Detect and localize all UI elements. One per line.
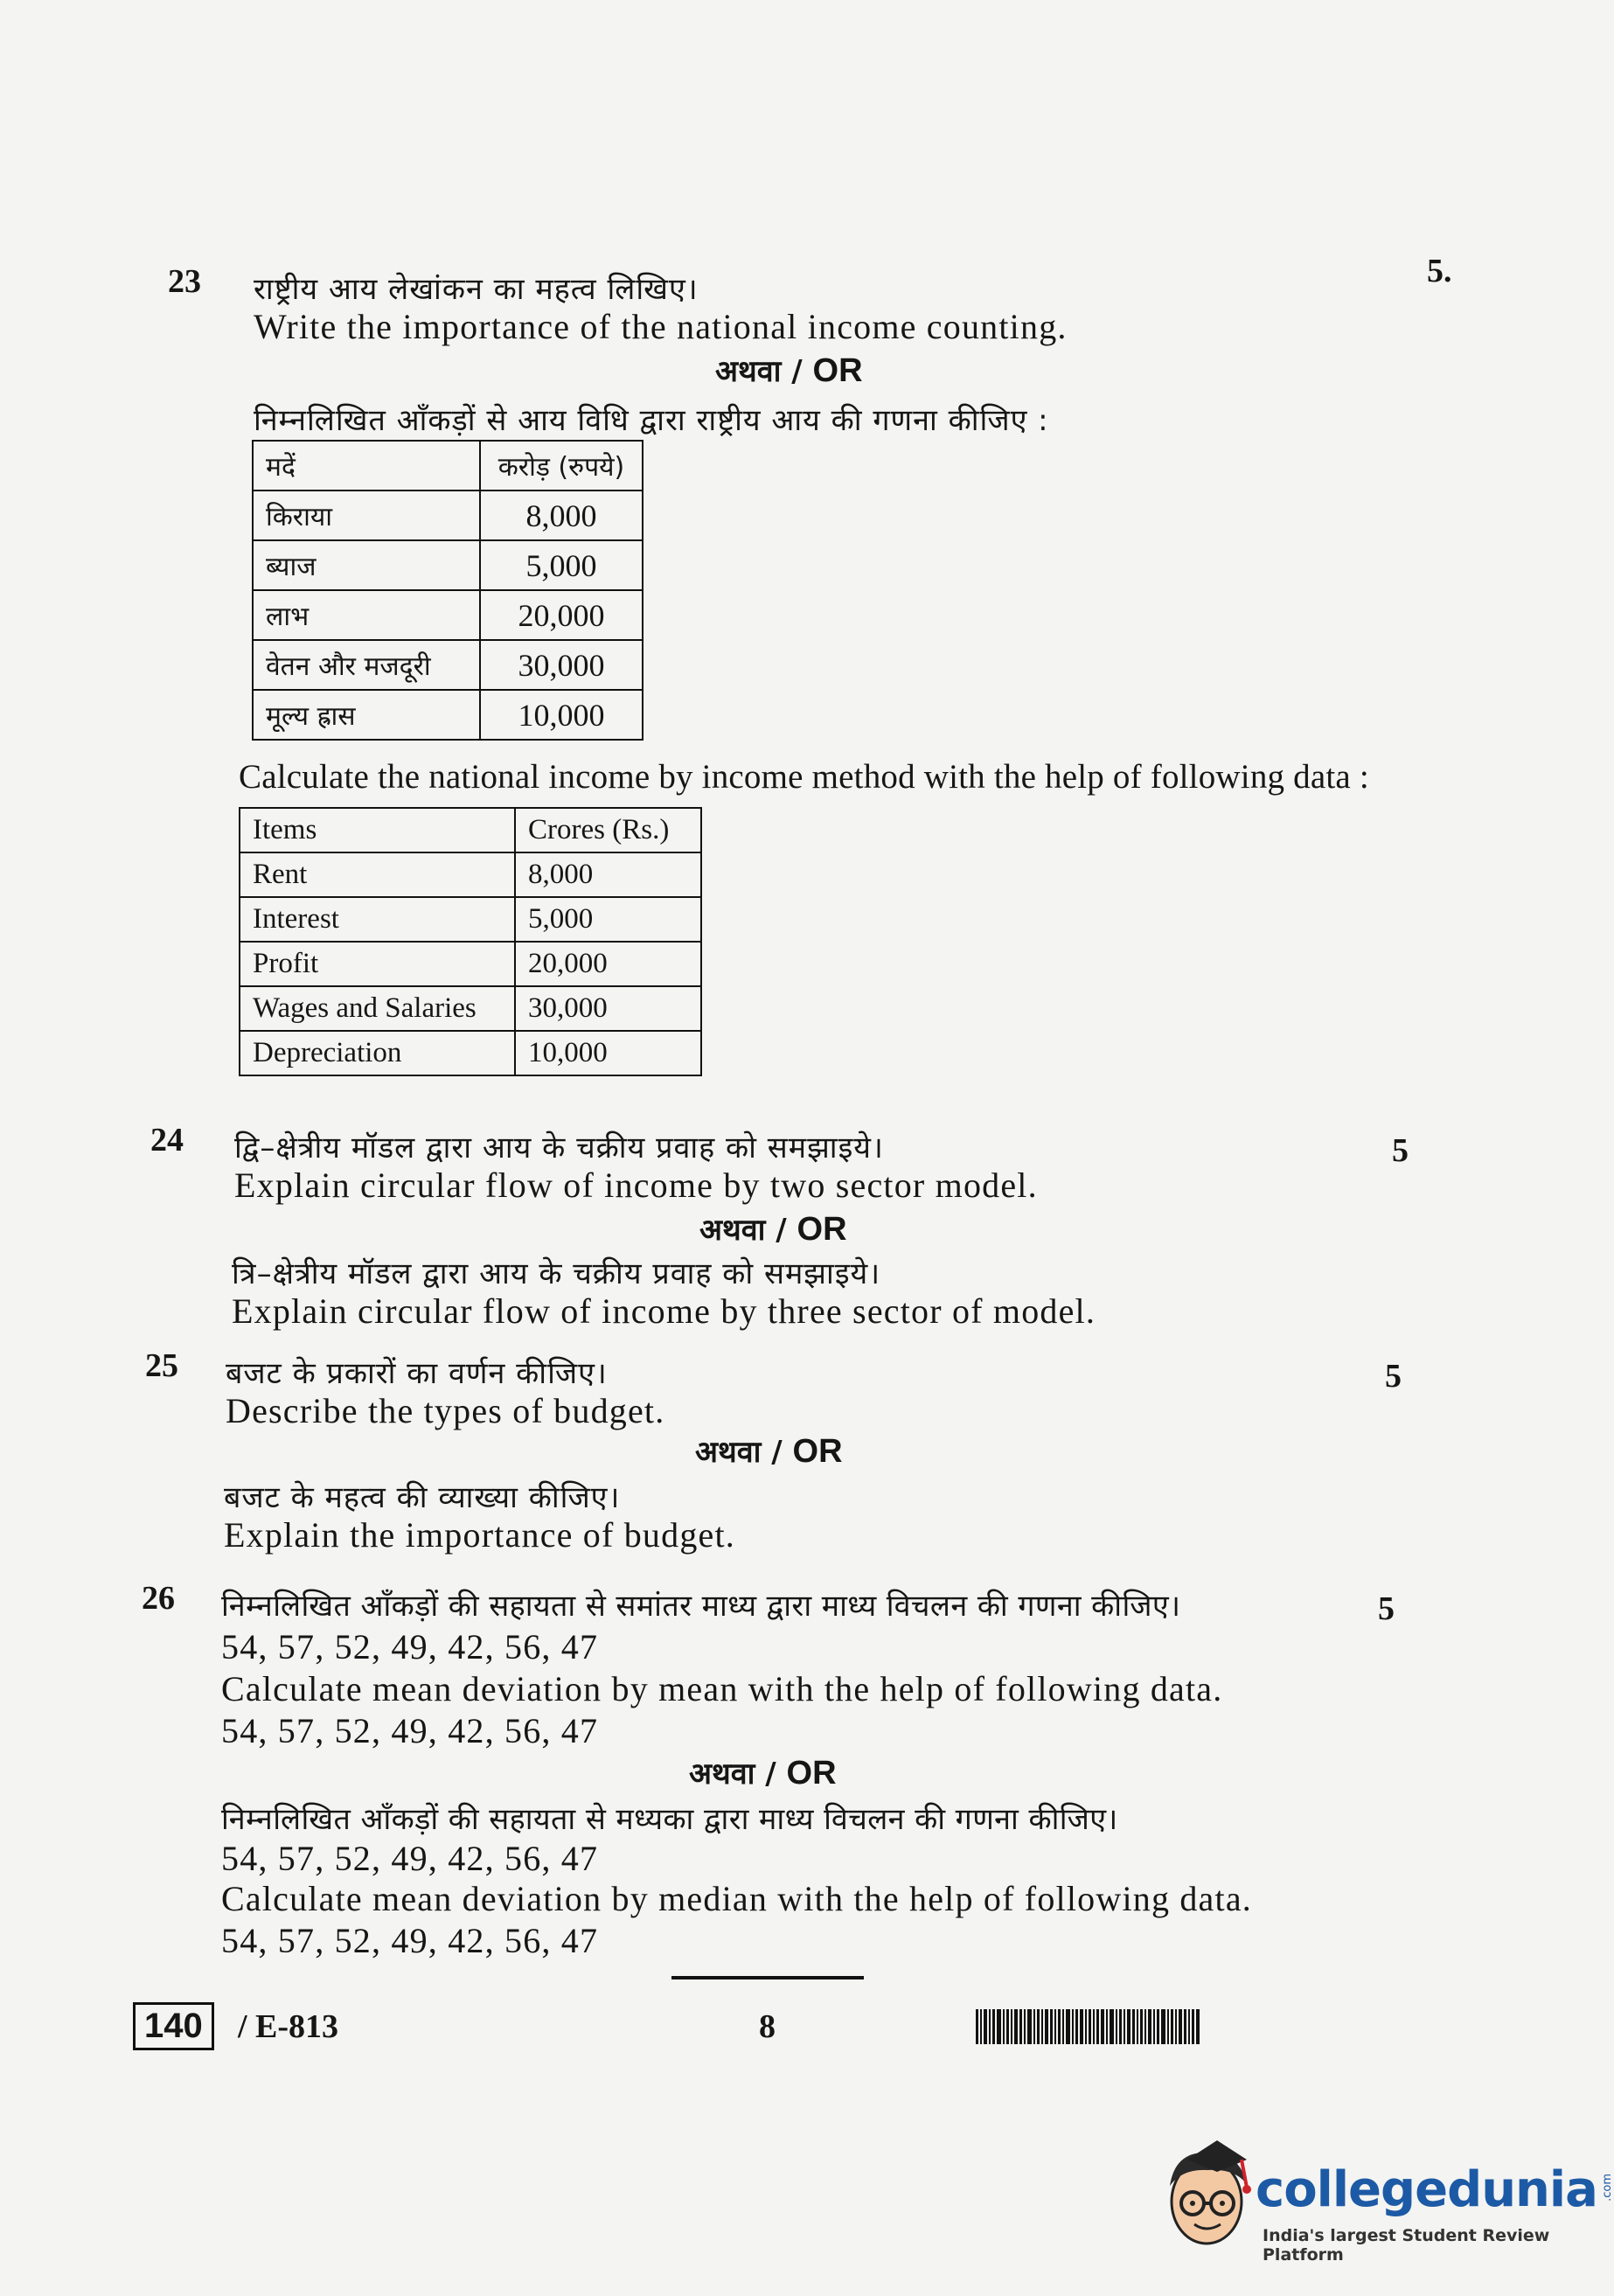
table-row [253, 690, 643, 740]
table-cell-item: किराया [253, 491, 480, 540]
q25-hindi-question: बजट के प्रकारों का वर्णन कीजिए। [226, 1356, 608, 1391]
q26-data-1: 54, 57, 52, 49, 42, 56, 47 [221, 1627, 599, 1666]
table-cell-value: 30,000 [480, 640, 643, 690]
table-cell-item: ब्याज [253, 540, 480, 590]
q26-hindi-question: निम्नलिखित आँकड़ों की सहायता से समांतर माध्य द्वारा माध्य विचलन की गणना कीजिए। [221, 1589, 1181, 1624]
table-row [240, 942, 701, 986]
q26-data-3: 54, 57, 52, 49, 42, 56, 47 [221, 1839, 599, 1878]
brand-name: collegedunia [1256, 2161, 1597, 2218]
table-header-cell: Items [240, 808, 515, 852]
or-hindi: अथवा [689, 1757, 755, 1792]
table-row [253, 640, 643, 690]
brand-logo [1256, 2161, 1614, 2218]
q26-or-divider [689, 1752, 837, 1792]
table-cell-item: मूल्य ह्रास [253, 690, 480, 740]
or-english: OR [812, 352, 863, 389]
paper-number-box: 140 [133, 2002, 214, 2050]
table-header-cell: Crores (Rs.) [515, 808, 701, 852]
or-hindi: अथवा [695, 1435, 762, 1470]
q26-data-4: 54, 57, 52, 49, 42, 56, 47 [221, 1921, 599, 1960]
table-row [240, 852, 701, 897]
income-table-hindi [252, 440, 644, 741]
q24-english-question: Explain circular flow of income by two sector model. [234, 1165, 1038, 1205]
end-rule [671, 1976, 864, 1979]
q24-hindi-alternate: त्रि–क्षेत्रीय मॉडल द्वारा आय के चक्रीय प्रवाह को समझाइये। [232, 1256, 881, 1291]
barcode [976, 2009, 1201, 2044]
table-header-cell: करोड़ (रुपये) [480, 441, 643, 491]
table-cell-value: 30,000 [515, 986, 701, 1031]
paper-code: / E-813 [238, 2008, 339, 2045]
or-separator: / [776, 1213, 787, 1248]
question-number-23: 23 [168, 263, 201, 300]
table-row [240, 897, 701, 942]
question-number-25: 25 [145, 1347, 178, 1384]
table-header-cell: मदें [253, 441, 480, 491]
table-row [240, 986, 701, 1031]
question-number-26: 26 [142, 1580, 175, 1617]
or-hindi: अथवा [699, 1213, 766, 1248]
table-row [253, 491, 643, 540]
table-cell-item: Interest [240, 897, 515, 942]
question-number-24: 24 [150, 1122, 184, 1158]
q24-or-divider [699, 1208, 847, 1249]
marks-25: 5 [1385, 1358, 1402, 1395]
brand-suffix: .com [1600, 2174, 1614, 2202]
brand-tagline: India's largest Student Review Platform [1263, 2226, 1550, 2265]
q26-hindi-alternate: निम्नलिखित आँकड़ों की सहायता से मध्यका द्वारा माध्य विचलन की गणना कीजिए। [221, 1802, 1118, 1837]
marks-24: 5 [1392, 1132, 1409, 1169]
or-separator: / [791, 354, 803, 389]
table-header-row [253, 441, 643, 491]
or-english: OR [797, 1211, 847, 1248]
table-row [253, 540, 643, 590]
q24-english-alternate: Explain circular flow of income by three sector of model. [232, 1291, 1096, 1331]
q25-english-question: Describe the types of budget. [226, 1391, 665, 1430]
q26-data-2: 54, 57, 52, 49, 42, 56, 47 [221, 1711, 599, 1750]
or-english: OR [786, 1755, 837, 1792]
table-cell-item: Depreciation [240, 1031, 515, 1075]
table-cell-value: 20,000 [480, 590, 643, 640]
page-number: 8 [759, 2008, 776, 2045]
or-separator: / [765, 1757, 776, 1792]
mascot-icon [1156, 2133, 1261, 2256]
q25-english-alternate: Explain the importance of budget. [224, 1515, 735, 1555]
marks-23: 5. [1427, 253, 1452, 289]
table-header-row [240, 808, 701, 852]
table-cell-value: 5,000 [480, 540, 643, 590]
or-english: OR [792, 1433, 843, 1470]
table-cell-item: Rent [240, 852, 515, 897]
q23-hindi-question: राष्ट्रीय आय लेखांकन का महत्व लिखिए। [254, 272, 699, 307]
table-cell-value: 10,000 [480, 690, 643, 740]
table-row [253, 590, 643, 640]
q26-english-question: Calculate mean deviation by mean with the help of following data. [221, 1669, 1223, 1708]
table-cell-value: 10,000 [515, 1031, 701, 1075]
income-table-english [239, 807, 702, 1076]
or-separator: / [771, 1435, 783, 1470]
table-cell-item: Wages and Salaries [240, 986, 515, 1031]
q23-hindi-alternate: निम्नलिखित आँकड़ों से आय विधि द्वारा राष्ट्रीय आय की गणना कीजिए : [254, 403, 1049, 438]
table-row [240, 1031, 701, 1075]
q23-english-alternate: Calculate the national income by income method with the help of following data : [239, 758, 1369, 796]
table-cell-value: 8,000 [515, 852, 701, 897]
table-cell-item: Profit [240, 942, 515, 986]
marks-26: 5 [1378, 1590, 1395, 1627]
q26-english-alternate: Calculate mean deviation by median with the help of following data. [221, 1879, 1252, 1918]
q23-or-divider [715, 350, 863, 390]
table-cell-item: लाभ [253, 590, 480, 640]
q24-hindi-question: द्वि–क्षेत्रीय मॉडल द्वारा आय के चक्रीय प्रवाह को समझाइये। [234, 1131, 884, 1165]
table-cell-item: वेतन और मजदूरी [253, 640, 480, 690]
or-hindi: अथवा [715, 354, 782, 389]
q23-english-question: Write the importance of the national income counting. [254, 307, 1068, 346]
q25-hindi-alternate: बजट के महत्व की व्याख्या कीजिए। [224, 1480, 621, 1515]
table-cell-value: 5,000 [515, 897, 701, 942]
table-cell-value: 8,000 [480, 491, 643, 540]
q25-or-divider [695, 1430, 843, 1471]
table-cell-value: 20,000 [515, 942, 701, 986]
